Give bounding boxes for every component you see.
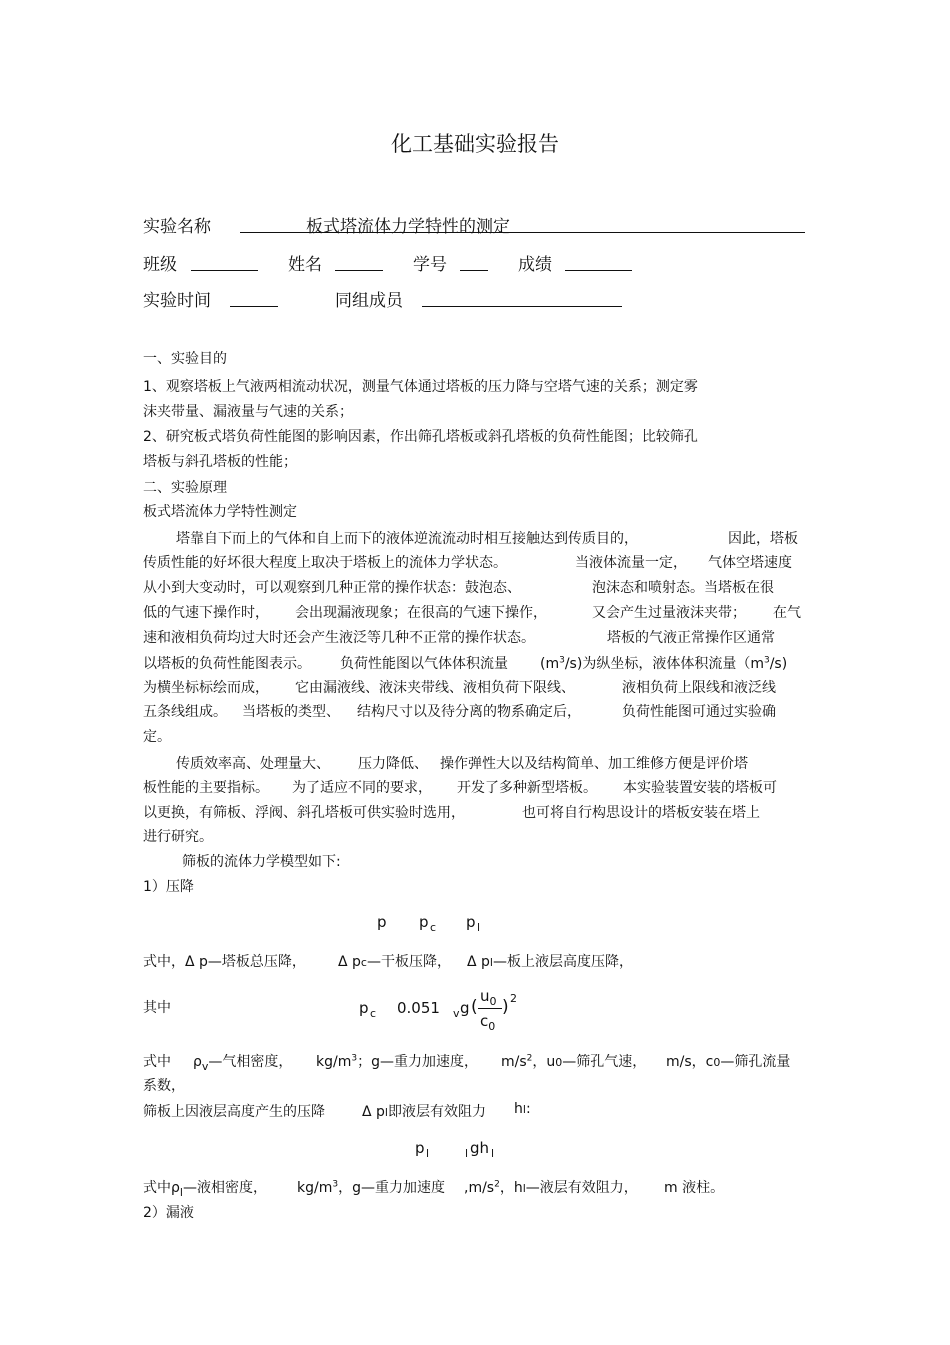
- para1-text: 定。: [143, 729, 171, 745]
- para2-text: 本实验装置安装的塔板可: [623, 780, 777, 796]
- para1-text: 又会产生过量液沫夹带；: [592, 605, 746, 621]
- para1-text: 泡沫态和喷射态。当塔板在很: [592, 580, 774, 596]
- eq2-label: 其中: [143, 1000, 171, 1016]
- eq-exponent: 3: [351, 1053, 358, 1064]
- eq-text: 式中ρ: [143, 1180, 180, 1196]
- section1-heading: 一、实验目的: [143, 351, 227, 367]
- para1-text: 传质性能的好坏很大程度上取决于塔板上的流体力学状态。: [143, 555, 507, 571]
- eq3-description: [464, 1177, 638, 1197]
- para1-text: 气体空塔速度: [708, 555, 792, 571]
- para1-text: 从小到大变动时，可以观察到几种正常的操作状态：鼓泡态、: [143, 580, 521, 596]
- section1-line: 1、观察塔板上气液两相流动状况，测量气体通过塔板的压力降与空塔气速的关系；测定雾: [143, 379, 698, 395]
- unit-text: /s): [769, 656, 788, 672]
- eq-text: —板上液层高度压降，: [492, 954, 633, 970]
- unit-text: (m: [540, 656, 560, 672]
- para1-text: 因此，塔板: [728, 531, 798, 547]
- eq-subscript: 0: [713, 1056, 721, 1069]
- eq2-coefficient: 0.051: [397, 999, 440, 1017]
- para1-text: 结构尺寸以及待分离的物系确定后，: [357, 704, 581, 720]
- id-field: [460, 252, 488, 271]
- eq3-description: m 液柱。: [664, 1180, 725, 1196]
- eq1-description: [467, 951, 633, 971]
- eq-text: m/s，c: [666, 1054, 714, 1070]
- eq-text: ，h: [499, 1180, 523, 1196]
- model-intro: 筛板的流体力学模型如下:: [182, 854, 341, 870]
- eq3-subscript: l: [491, 1147, 495, 1160]
- eq1-description: 式中，Δ p—塔板总压降，: [143, 954, 306, 970]
- eq3-symbol: gh: [470, 1139, 490, 1157]
- time-field: [230, 288, 278, 307]
- eq-text: Δ p: [338, 954, 361, 970]
- eq2-symbol: p: [359, 999, 369, 1017]
- eq-text: Δ p: [362, 1104, 385, 1120]
- para2-text: 为了适应不同的要求，: [292, 780, 432, 796]
- eq1-symbol: p: [419, 913, 429, 931]
- eq1-description: [338, 951, 451, 971]
- eq-text: —液层有效阻力，: [525, 1180, 638, 1196]
- eq3-intro: [514, 1101, 531, 1117]
- para1-text: 会出现漏液现象；在很高的气速下操作，: [295, 605, 547, 621]
- eq2-exponent: 2: [510, 992, 517, 1005]
- name-field: [335, 252, 383, 271]
- eq-exponent: 2: [494, 1179, 500, 1190]
- para1-text: 为横坐标标绘而成，: [143, 680, 269, 696]
- eq-symbol: h: [514, 1101, 523, 1117]
- para2-text: 进行研究。: [143, 829, 213, 845]
- eq-symbol: u: [480, 987, 490, 1005]
- para2-text: 操作弹性大以及结构简单、加工维修方便是评价塔: [440, 756, 748, 772]
- eq-text: —气相密度，: [208, 1054, 293, 1070]
- eq-symbol: c: [480, 1012, 489, 1030]
- eq2-symbol: g: [460, 999, 470, 1017]
- name-label: 姓名: [288, 255, 322, 275]
- eq2-paren-open: (: [471, 997, 478, 1017]
- exp-name-label: 实验名称: [143, 217, 211, 237]
- class-label: 班级: [143, 255, 177, 275]
- eq2-description: [666, 1051, 790, 1071]
- para1-text: 当液体流量一定，: [575, 555, 687, 571]
- para1-text: 速和液相负荷均过大时还会产生液泛等几种不正常的操作状态。: [143, 630, 535, 646]
- eq2-subscript: v: [453, 1007, 460, 1020]
- eq-text: kg/m: [297, 1180, 333, 1196]
- section2-heading: 二、实验原理: [143, 480, 227, 496]
- eq2-description: 系数，: [143, 1078, 185, 1094]
- eq-text: kg/m: [316, 1054, 352, 1070]
- page-title: 化工基础实验报告: [391, 132, 559, 156]
- unit-text: /s)为纵坐标，液体体积流量（m: [564, 656, 764, 672]
- eq-text: m/s: [501, 1054, 527, 1070]
- para2-text: 开发了多种新型塔板。: [457, 780, 597, 796]
- eq2-description: 式中: [143, 1054, 171, 1070]
- eq-exponent: 3: [332, 1179, 339, 1190]
- eq3-intro: [362, 1101, 486, 1121]
- para1-text: 塔板的气液正常操作区通常: [607, 630, 775, 646]
- section1-line: 2、研究板式塔负荷性能图的影响因素，作出筛孔塔板或斜孔塔板的负荷性能图；比较筛孔: [143, 429, 698, 445]
- eq2-description: [193, 1051, 292, 1073]
- eq-subscript: 0: [555, 1056, 563, 1069]
- eq1-symbol: p: [377, 913, 387, 931]
- para2-text: 以更换，有筛板、浮阀、斜孔塔板可供实验时选用，: [143, 805, 465, 821]
- para1-text: 负荷性能图以气体体积流量: [340, 656, 508, 672]
- para2-text: 板性能的主要指标。: [143, 780, 269, 796]
- section2-subheading: 板式塔流体力学特性测定: [143, 504, 297, 520]
- para1-text: 低的气速下操作时，: [143, 605, 269, 621]
- section1-line: 沫夹带量、漏液量与气速的关系；: [143, 404, 353, 420]
- eq-text: —筛孔气速，: [562, 1054, 647, 1070]
- eq2-numerator: [480, 987, 497, 1008]
- para2-text: 传质效率高、处理量大、: [176, 756, 330, 772]
- id-label: 学号: [413, 255, 447, 275]
- eq1-subscript: l: [477, 921, 481, 934]
- eq2-denominator: [480, 1012, 495, 1033]
- eq-exponent: 2: [526, 1053, 533, 1064]
- eq-text: ,m/s: [464, 1180, 495, 1196]
- eq2-subscript: c: [370, 1007, 377, 1020]
- eq-subscript: l: [489, 956, 493, 969]
- eq2-paren-close: ): [502, 997, 509, 1017]
- eq-text: ，g—重力加速度: [338, 1180, 445, 1196]
- eq1-symbol: p: [466, 913, 476, 931]
- members-field: [422, 288, 622, 307]
- unit-exponent: 3: [559, 655, 565, 666]
- item-1-heading: 1）压降: [143, 879, 194, 895]
- para1-text: 塔靠自下而上的气体和自上而下的液体逆流流动时相互接触达到传质目的，: [176, 531, 638, 547]
- eq3-subscript: l: [465, 1147, 469, 1160]
- eq-symbol: ρ: [193, 1054, 202, 1070]
- eq-text: —筛孔流量: [720, 1054, 791, 1070]
- eq3-description: [297, 1177, 445, 1197]
- para2-text: 压力降低、: [358, 756, 428, 772]
- score-field: [565, 252, 632, 271]
- para1-text: 在气: [773, 605, 801, 621]
- eq3-symbol: p: [415, 1139, 425, 1157]
- eq3-description: [143, 1177, 267, 1199]
- eq2-description: [316, 1051, 478, 1071]
- eq2-description: [501, 1051, 646, 1071]
- para1-text: 当塔板的类型、: [242, 704, 340, 720]
- eq3-subscript: l: [426, 1147, 430, 1160]
- eq-subscript: c: [360, 956, 367, 969]
- eq-text: —液相密度，: [182, 1180, 267, 1196]
- para1-text: 五条线组成。: [143, 704, 227, 720]
- eq-text: ，u: [532, 1054, 556, 1070]
- eq-subscript: 0: [489, 995, 497, 1008]
- para1-text: 以塔板的负荷性能图表示。: [143, 656, 311, 672]
- section1-line: 塔板与斜孔塔板的性能；: [143, 454, 297, 470]
- para1-text: 负荷性能图可通过实验确: [622, 704, 776, 720]
- eq-text: :: [525, 1101, 531, 1117]
- fraction-bar: [478, 1008, 502, 1009]
- eq-text: 即液层有效阻力: [387, 1104, 486, 1120]
- eq-subscript: l: [179, 1185, 183, 1199]
- exp-name-value: 板式塔流体力学特性的测定: [306, 217, 510, 237]
- eq-text: —干板压降，: [366, 954, 451, 970]
- eq3-intro: 筛板上因液层高度产生的压降: [143, 1104, 325, 1120]
- para2-text: 也可将自行构思设计的塔板安装在塔上: [522, 805, 760, 821]
- eq-text: Δ p: [467, 954, 490, 970]
- unit-exponent: 3: [763, 655, 770, 666]
- eq-text: ；g—重力加速度，: [357, 1054, 478, 1070]
- class-field: [191, 252, 258, 271]
- para1-text: 它由漏液线、液沫夹带线、液相负荷下限线、: [295, 680, 575, 696]
- score-label: 成绩: [518, 255, 552, 275]
- para1-text: 液相负荷上限线和液泛线: [622, 680, 776, 696]
- eq-subscript: l: [522, 1182, 526, 1195]
- para1-text: [540, 653, 787, 673]
- item-2-heading: 2）漏液: [143, 1205, 194, 1221]
- eq-subscript: l: [522, 1103, 526, 1116]
- eq-subscript: l: [384, 1106, 388, 1119]
- time-label: 实验时间: [143, 291, 211, 311]
- eq1-subscript: c: [430, 921, 437, 934]
- eq-subscript: 0: [488, 1020, 496, 1033]
- eq-subscript: v: [201, 1059, 209, 1073]
- members-label: 同组成员: [335, 291, 403, 311]
